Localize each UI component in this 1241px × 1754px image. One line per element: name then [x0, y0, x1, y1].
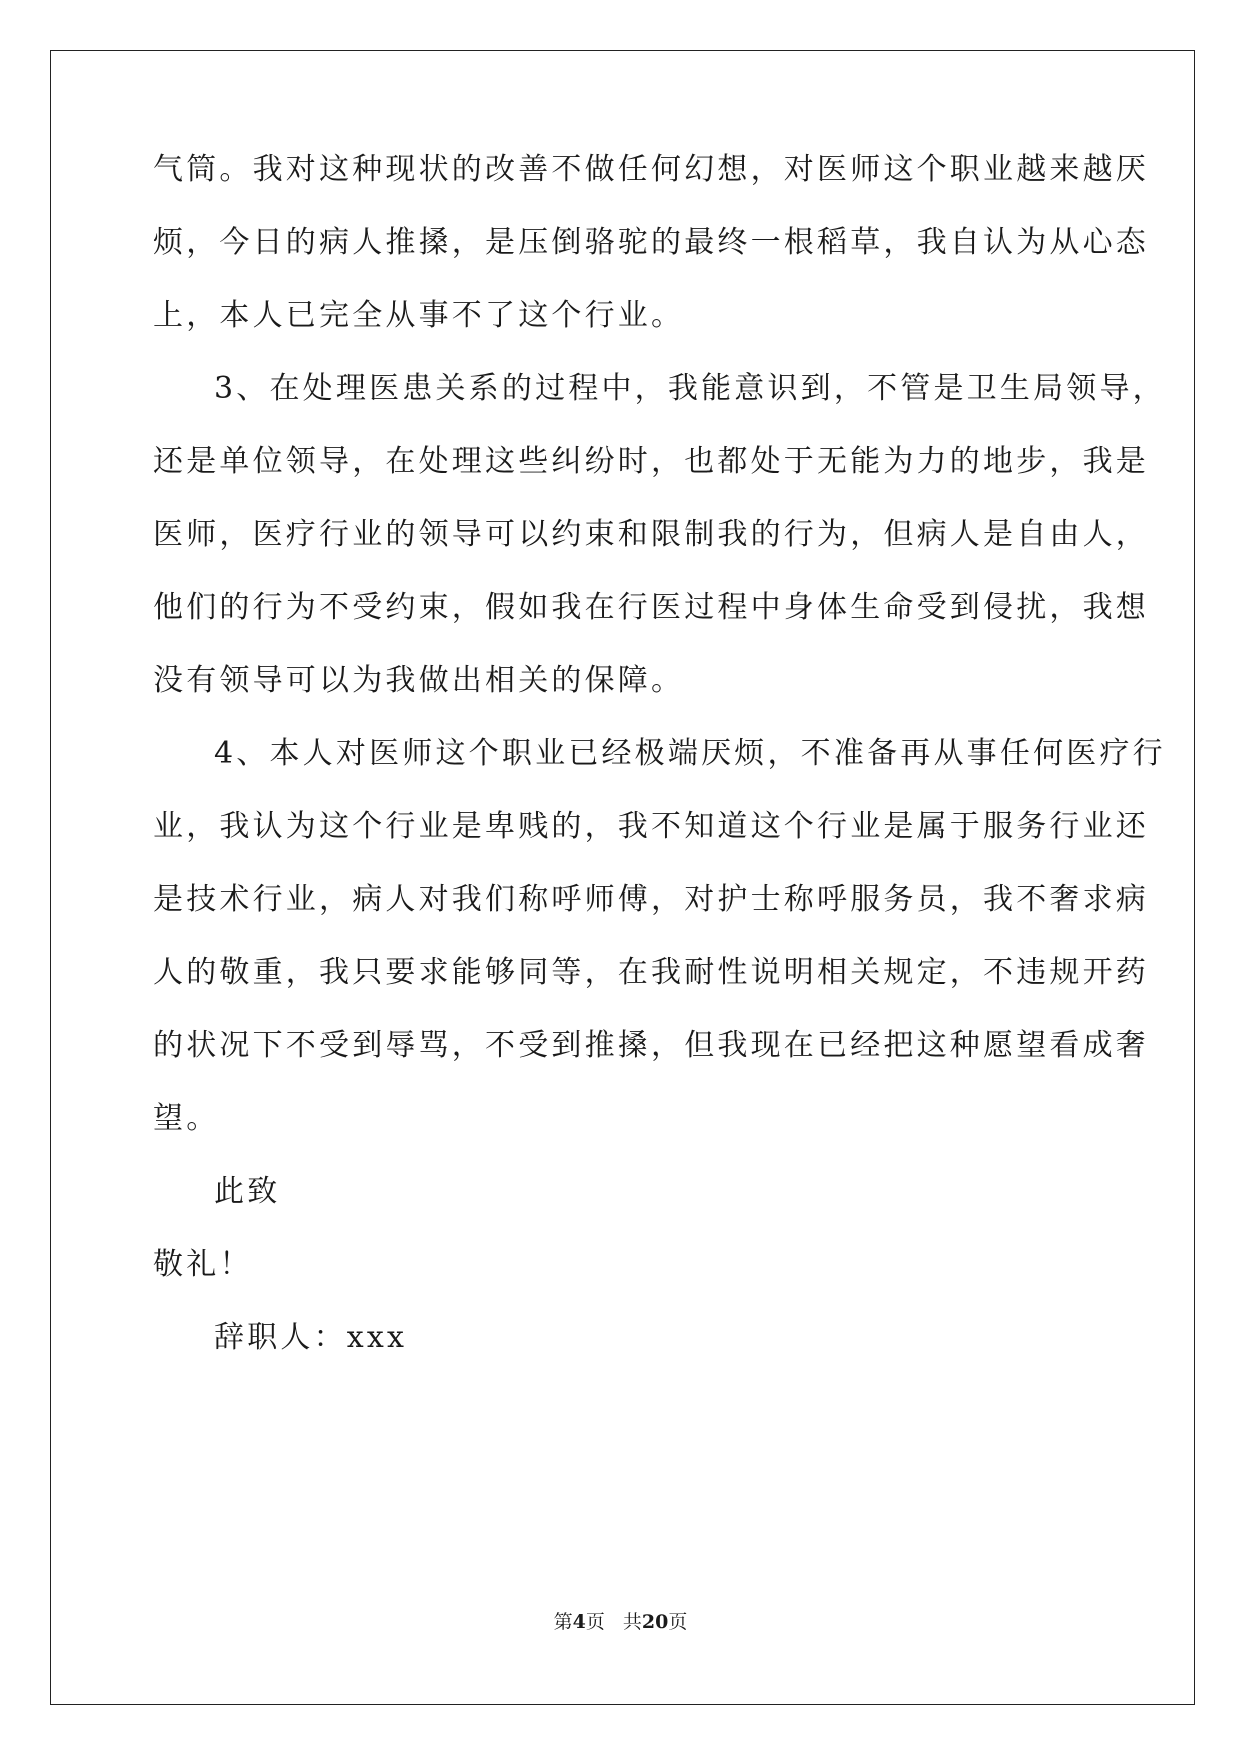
- page-current: 4: [572, 1611, 586, 1633]
- total-label: 页: [668, 1611, 688, 1633]
- body-line-4: 3、在处理医患关系的过程中，我能意识到，不管是卫生局领导，: [214, 371, 1166, 406]
- body-line-14: 望。: [153, 1101, 220, 1136]
- page-footer: [0, 1607, 1241, 1634]
- body-line-2: 烦，今日的病人推搡，是压倒骆驼的最终一根稻草，我自认为从心态: [153, 225, 1149, 260]
- signature-line: 辞职人：xxx: [214, 1320, 408, 1355]
- total-prefix: 共: [622, 1611, 642, 1633]
- page-label: 页: [585, 1611, 605, 1633]
- body-line-11: 是技术行业，病人对我们称呼师傅，对护士称呼服务员，我不奢求病: [153, 882, 1149, 917]
- body-line-10: 业，我认为这个行业是卑贱的，我不知道这个行业是属于服务行业还: [153, 809, 1149, 844]
- body-line-8: 没有领导可以为我做出相关的保障。: [153, 663, 685, 698]
- body-line-1: 气筒。我对这种现状的改善不做任何幻想，对医师这个职业越来越厌: [153, 152, 1149, 187]
- closing-line: 此致: [214, 1174, 281, 1209]
- body-line-9: 4、本人对医师这个职业已经极端厌烦，不准备再从事任何医疗行: [214, 736, 1166, 771]
- page-total: 20: [641, 1611, 669, 1633]
- body-line-7: 他们的行为不受约束，假如我在行医过程中身体生命受到侵扰，我想: [153, 590, 1149, 625]
- page-prefix: 第: [553, 1611, 573, 1633]
- body-line-6: 医师，医疗行业的领导可以约束和限制我的行为，但病人是自由人，: [153, 517, 1149, 552]
- body-line-3: 上，本人已完全从事不了这个行业。: [153, 298, 685, 333]
- salutation-line: 敬礼！: [153, 1247, 253, 1282]
- body-line-12: 人的敬重，我只要求能够同等，在我耐性说明相关规定，不违规开药: [153, 955, 1149, 990]
- body-line-13: 的状况下不受到辱骂，不受到推搡，但我现在已经把这种愿望看成奢: [153, 1028, 1149, 1063]
- body-line-5: 还是单位领导，在处理这些纠纷时，也都处于无能为力的地步，我是: [153, 444, 1149, 479]
